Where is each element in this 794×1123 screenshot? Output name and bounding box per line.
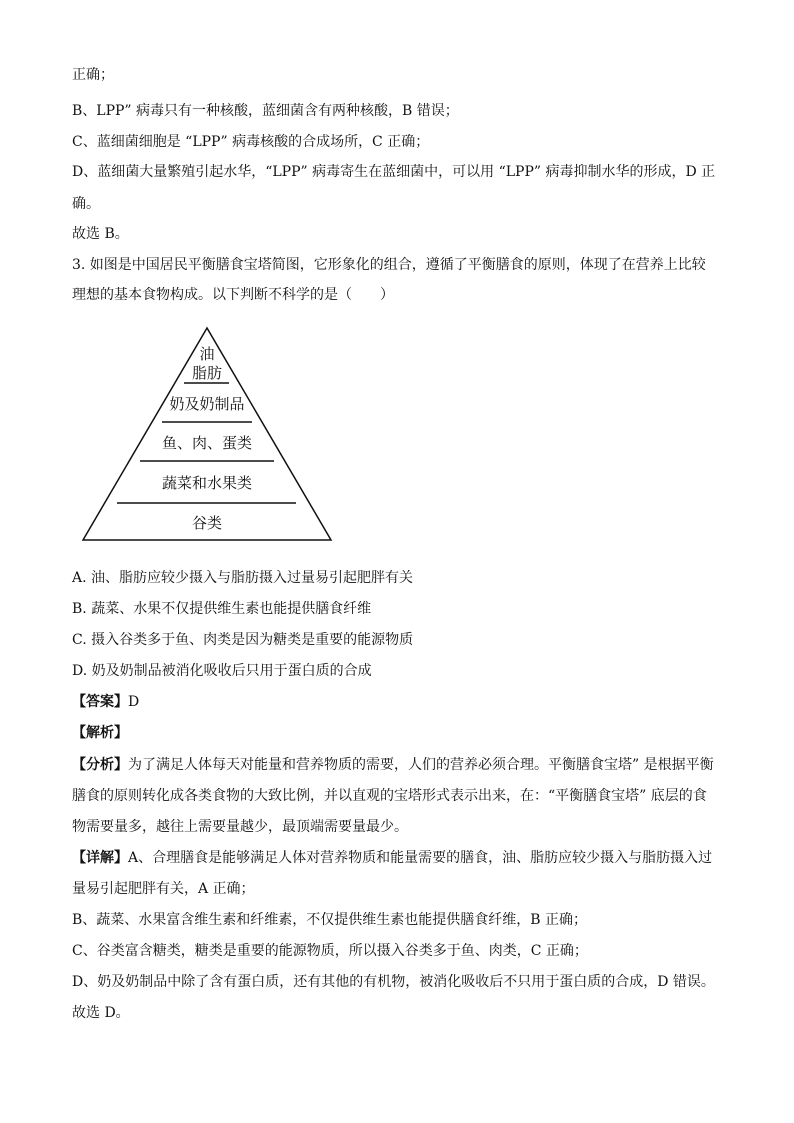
answer-value: D	[128, 694, 140, 710]
analysis-line	[72, 756, 754, 774]
detail-line: 量易引起肥胖有关，A 正确；	[72, 881, 255, 897]
text-line: B、LPP” 病毒只有一种核酸，蓝细菌含有两种核酸，B 错误；	[72, 103, 459, 119]
detail-text: A、合理膳食是能够满足人体对营养物质和能量需要的膳食，油、脂肪应较少摄入与脂肪摄入过	[128, 850, 713, 866]
fenxi-tag: 【分析】	[72, 757, 128, 773]
answer-line	[72, 693, 754, 711]
food-pyramid-diagram	[80, 325, 336, 545]
question-3-stem: 3. 如图是中国居民平衡膳食宝塔简图，它形象化的组合，遵循了平衡膳食的原则，体现了在营养上比较	[72, 257, 706, 273]
detail-line: B、蔬菜、水果富含维生素和纤维素，不仅提供维生素也能提供膳食纤维，B 正确；	[72, 912, 588, 928]
answer-tag: 【答案】	[72, 694, 128, 710]
text-line: 确。	[72, 196, 100, 212]
xiangjie-tag: 【详解】	[72, 850, 128, 866]
option-d: D. 奶及奶制品被消化吸收后只用于蛋白质的合成	[72, 663, 372, 679]
text-line: 故选 B。	[72, 226, 129, 242]
pyramid-level-grains: 谷类	[191, 514, 223, 532]
analysis-tag: 【解析】	[72, 725, 128, 741]
pyramid-level-vegetables: 蔬菜和水果类	[161, 474, 253, 492]
fenxi-text: 为了满足人体每天对能量和营养物质的需要，人们的营养必须合理。平衡膳食宝塔” 是根据平衡	[128, 757, 714, 773]
text-line: C、蓝细菌细胞是 “LPP” 病毒核酸的合成场所，C 正确；	[72, 134, 430, 150]
pyramid-level-oil: 油	[199, 345, 215, 363]
detail-line: D、奶及奶制品中除了含有蛋白质，还有其他的有机物，被消化吸收后不只用于蛋白质的合成，D 错误。	[72, 974, 715, 990]
analysis-line: 膳食的原则转化成各类食物的大致比例，并以直观的宝塔形式表示出来，在：“平衡膳食宝塔” 底层的食	[72, 788, 707, 804]
question-3-stem: 理想的基本食物构成。以下判断不科学的是（ ）	[72, 287, 394, 303]
text-line: 正确；	[72, 67, 114, 83]
detail-line	[72, 849, 754, 867]
detail-line: C、谷类富含糖类，糖类是重要的能源物质，所以摄入谷类多于鱼、肉类，C 正确；	[72, 943, 588, 959]
option-a: A. 油、脂肪应较少摄入与脂肪摄入过量易引起肥胖有关	[72, 570, 414, 586]
option-c: C. 摄入谷类多于鱼、肉类是因为糖类是重要的能源物质	[72, 632, 414, 648]
final-answer: 故选 D。	[72, 1005, 130, 1021]
pyramid-level-dairy: 奶及奶制品	[169, 395, 245, 413]
pyramid-level-fat: 脂肪	[191, 364, 223, 382]
option-b: B. 蔬菜、水果不仅提供维生素也能提供膳食纤维	[72, 601, 372, 617]
text-line: D、蓝细菌大量繁殖引起水华，“LPP” 病毒寄生在蓝细菌中，可以用 “LPP” 病毒抑制水华的形成，D 正	[72, 164, 716, 180]
analysis-line: 物需要量多，越往上需要量越少，最顶端需要量最少。	[72, 819, 408, 835]
pyramid-level-meat: 鱼、肉、蛋类	[161, 434, 253, 452]
